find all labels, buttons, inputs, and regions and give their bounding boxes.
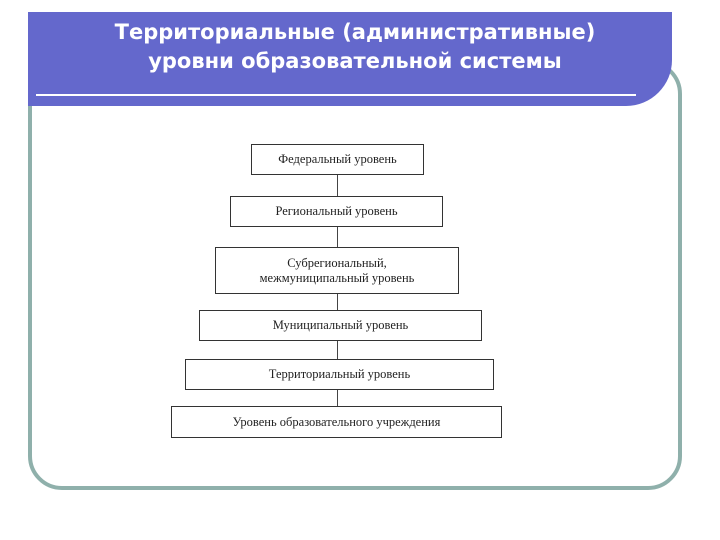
slide-title-line-2: уровни образовательной системы	[148, 49, 562, 73]
level-box-subregional	[215, 247, 459, 294]
level-label-subregional	[260, 256, 415, 286]
slide-title	[60, 18, 650, 76]
level-label-federal: Федеральный уровень	[278, 152, 397, 166]
level-label-municipal: Муниципальный уровень	[272, 318, 409, 332]
level-box-territorial	[185, 359, 494, 390]
level-box-municipal	[199, 310, 482, 341]
level-box-institution	[171, 406, 502, 438]
level-label-institution: Уровень образовательного учреждения	[232, 414, 441, 429]
title-underline	[36, 94, 636, 96]
level-label-regional: Региональный уровень	[275, 204, 398, 218]
slide-title-line-1: Территориальные (административные)	[114, 20, 596, 44]
level-box-regional	[230, 196, 443, 227]
level-label-territorial: Территориальный уровень	[268, 367, 411, 381]
level-label-subregional-line-2: межмуниципальный уровень	[259, 270, 415, 285]
level-label-subregional-line-1: Субрегиональный,	[287, 255, 387, 270]
level-box-federal	[251, 144, 424, 175]
